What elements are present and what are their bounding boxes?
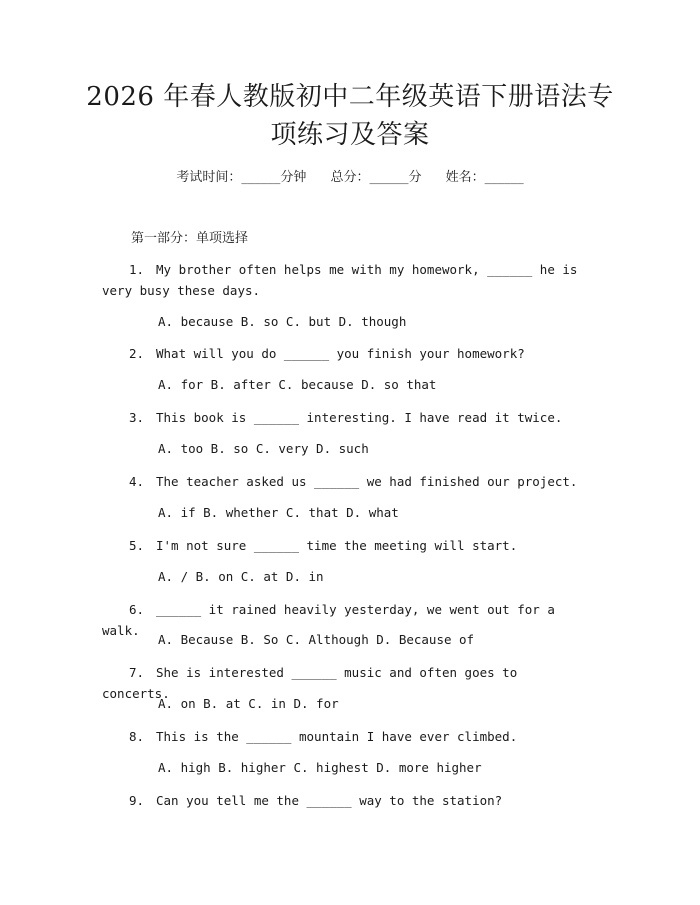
total-score: 总分：______分	[330, 170, 422, 185]
question-4	[102, 471, 588, 492]
exam-time: 考试时间：______分钟	[176, 170, 307, 185]
question-number: 2.	[129, 346, 145, 361]
question-8-options: A. high B. higher C. highest D. more higher	[158, 760, 482, 775]
question-number: 3.	[129, 410, 145, 425]
question-3	[102, 407, 588, 428]
section-title: 第一部分：单项选择	[131, 231, 249, 246]
question-5-options: A. / B. on C. at D. in	[158, 569, 324, 584]
question-1	[102, 259, 588, 301]
question-text: I'm not sure ______ time the meeting will start.	[156, 538, 518, 553]
question-number: 5.	[129, 538, 145, 553]
question-text: Can you tell me the ______ way to the station?	[156, 793, 503, 808]
exam-info	[0, 168, 700, 188]
question-5	[102, 535, 588, 556]
question-2-options: A. for B. after C. because D. so that	[158, 377, 437, 392]
question-number: 9.	[129, 793, 145, 808]
question-number: 1.	[129, 262, 145, 277]
question-4-options: A. if B. whether C. that D. what	[158, 505, 399, 520]
question-6-options: A. Because B. So C. Although D. Because of	[158, 632, 475, 647]
question-text: ______ it rained heavily yesterday, we went out for a walk.	[102, 602, 555, 638]
title-line-2: 项练习及答案	[270, 120, 430, 150]
question-number: 7.	[129, 665, 145, 680]
question-text: The teacher asked us ______ we had finished our project.	[156, 474, 578, 489]
question-text: What will you do ______ you finish your homework?	[156, 346, 525, 361]
student-name: 姓名：______	[445, 170, 524, 185]
document-title	[0, 78, 700, 154]
question-number: 8.	[129, 729, 145, 744]
question-9	[102, 790, 588, 811]
question-2	[102, 343, 588, 364]
question-number: 4.	[129, 474, 145, 489]
question-number: 6.	[129, 602, 145, 617]
title-line-1: 2026 年春人教版初中二年级英语下册语法专	[86, 82, 614, 112]
question-1-options: A. because B. so C. but D. though	[158, 314, 407, 329]
question-3-options: A. too B. so C. very D. such	[158, 441, 369, 456]
question-text: She is interested ______ music and often goes to concerts.	[102, 665, 518, 701]
question-7-options: A. on B. at C. in D. for	[158, 696, 339, 711]
question-text: This is the ______ mountain I have ever climbed.	[156, 729, 518, 744]
question-text: My brother often helps me with my homework, ______ he is very busy these days.	[102, 262, 578, 298]
question-8	[102, 726, 588, 747]
question-text: This book is ______ interesting. I have read it twice.	[156, 410, 563, 425]
